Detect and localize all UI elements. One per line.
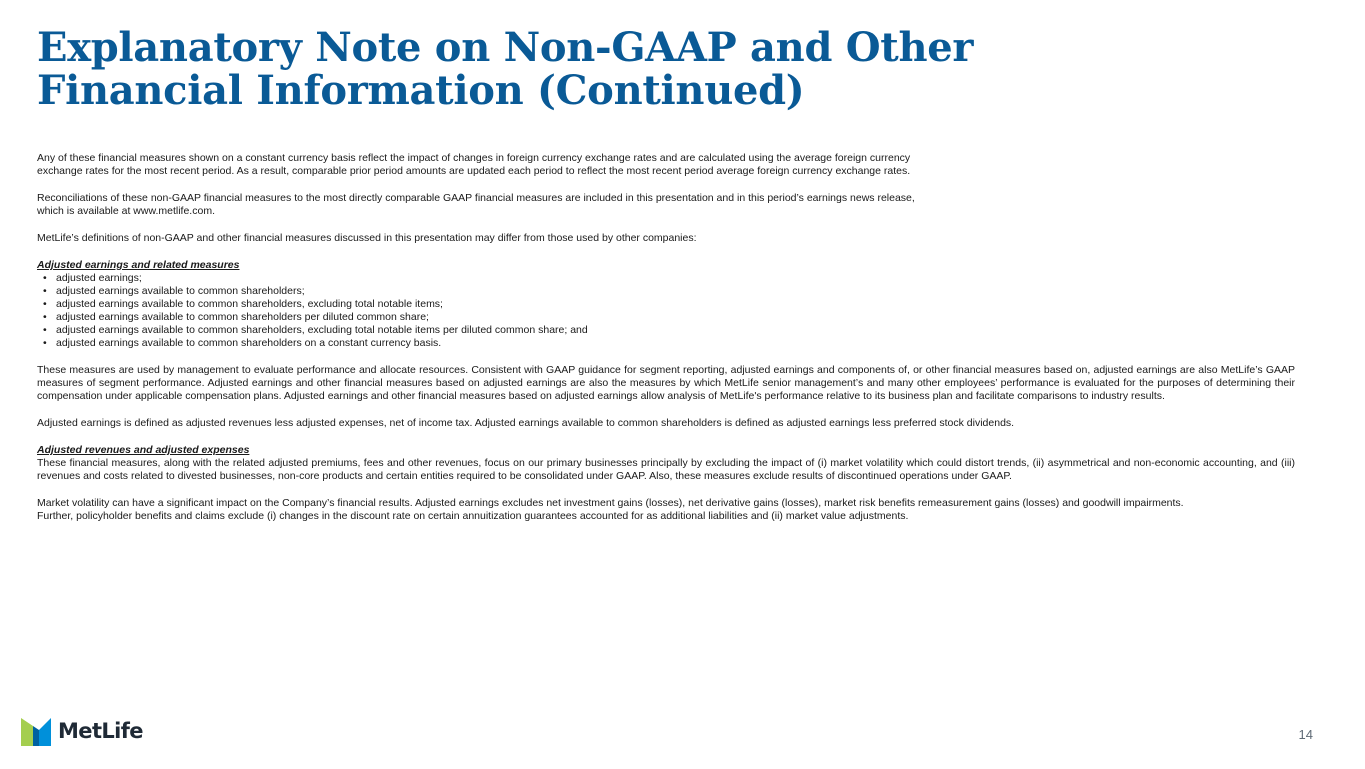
paragraph-line: Any of these financial measures shown on a constant currency basis reflect the impact of changes in foreign currency exchange rates and are calculated using the average foreign currency <box>37 152 911 164</box>
metlife-logo <box>21 715 143 747</box>
paragraph-line: exchange rates for the most recent period. As a result, comparable prior period amounts are updated each period to reflect the most recent period average foreign currency exchange rates. <box>37 165 911 177</box>
document-body <box>37 152 1295 537</box>
list-item: • adjusted earnings available to common shareholders, excluding total notable items per diluted common share; and <box>37 324 1295 337</box>
page-number: 14 <box>1298 727 1313 742</box>
list-item: • adjusted earnings available to common shareholders on a constant currency basis. <box>37 337 1295 350</box>
list-item: • adjusted earnings available to common shareholders, excluding total notable items; <box>37 298 1295 311</box>
paragraph-line: Further, policyholder benefits and claims exclude (i) changes in the discount rate on certain annuitization guarantees accounted for as additional liabilities and (ii) market value adjustments. <box>37 510 909 522</box>
list-item: • adjusted earnings available to common shareholders; <box>37 285 1295 298</box>
paragraph-market-volatility <box>37 497 1295 523</box>
section-heading-adjusted-revenues: Adjusted revenues and adjusted expenses <box>37 444 250 456</box>
paragraph-constant-currency <box>37 152 997 178</box>
metlife-logo-mark-icon <box>21 716 51 746</box>
page-title-line-2: Financial Information (Continued) <box>37 67 805 114</box>
page-title <box>37 26 1137 112</box>
paragraph-definitions: MetLife’s definitions of non-GAAP and other financial measures discussed in this presentation may differ from those used by other companies: <box>37 232 697 244</box>
page-title-line-1: Explanatory Note on Non-GAAP and Other <box>37 24 974 71</box>
section-heading-adjusted-earnings: Adjusted earnings and related measures <box>37 259 240 271</box>
list-item: • adjusted earnings available to common shareholders per diluted common share; <box>37 311 1295 324</box>
metlife-logo-wordmark: MetLife <box>58 719 143 743</box>
adjusted-earnings-list <box>37 272 1295 350</box>
list-item: • adjusted earnings; <box>37 272 1295 285</box>
paragraph-measures-used: These measures are used by management to evaluate performance and allocate resources. Consistent with GAAP guidance for segment reporting, adjusted earnings and components of, or other financial measures based on, adjusted earnings are also MetLife’s GAAP measures of segment performance. Adjusted earnings and other financial measures based on adjusted earnings are also the measures by which MetLife senior management’s and many other employees’ performance is evaluated for the purposes of determining their compensation under applicable compensation plans. Adjusted earnings and other financial measures based on adjusted earnings allow analysis of MetLife's performance relative to its business plan and facilitate comparisons to industry results. <box>37 364 1295 402</box>
paragraph-line: Market volatility can have a significant impact on the Company’s financial results. Adjusted earnings excludes net investment gains (losses), net derivative gains (losses), market risk benefits remeasurement gains (losses) and goodwill impairments. <box>37 497 1184 509</box>
paragraph-line: Reconciliations of these non-GAAP financial measures to the most directly comparable GAAP financial measures are included in this presentation and in this period’s earnings news release, <box>37 192 915 204</box>
paragraph-adjusted-earnings-defined: Adjusted earnings is defined as adjusted revenues less adjusted expenses, net of income tax. Adjusted earnings available to common shareholders is defined as adjusted earnings less preferred stock dividends. <box>37 417 1015 429</box>
paragraph-adjusted-revenues: These financial measures, along with the related adjusted premiums, fees and other revenues, focus on our primary businesses principally by excluding the impact of (i) market volatility which could distort trends, (ii) asymmetrical and non-economic accounting, and (iii) revenues and costs related to divested businesses, non-core products and certain entities required to be consolidated under GAAP. Also, these measures exclude results of discontinued operations under GAAP. <box>37 457 1295 482</box>
paragraph-line: which is available at www.metlife.com. <box>37 205 215 217</box>
paragraph-reconciliations <box>37 192 997 218</box>
